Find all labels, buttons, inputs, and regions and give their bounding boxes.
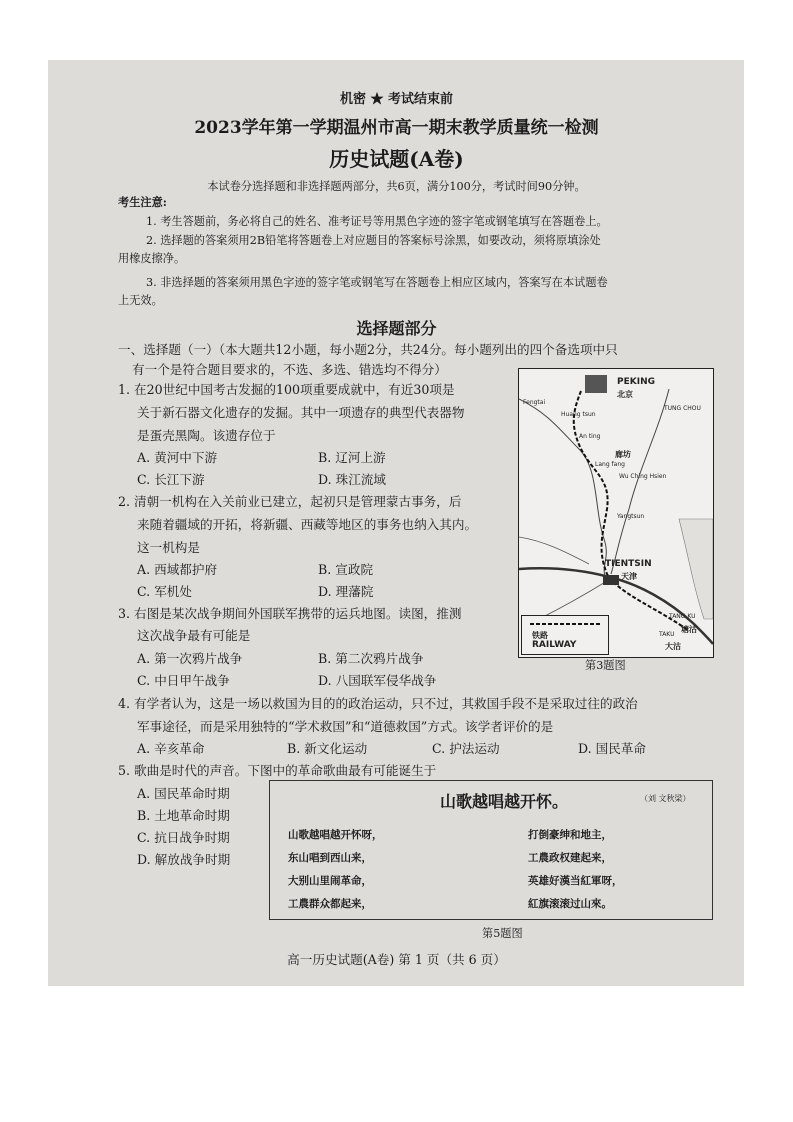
secret-label: 机密 ★ 考试结束前 (339, 92, 454, 107)
q5-option-c[interactable]: C. 抗日战争时期 (137, 830, 230, 845)
section-intro-cont: 有一个是符合题目要求的，不选、多选、错选均不得分） (132, 362, 447, 377)
river-line (539, 581, 607, 619)
q2-option-d[interactable]: D. 理藩院 (318, 584, 374, 599)
q1-option-d[interactable]: D. 珠江流域 (318, 472, 387, 487)
q2-stem-3: 这一机构是 (137, 540, 200, 555)
q2-option-c[interactable]: C. 军机处 (137, 584, 192, 599)
q1-stem-2: 关于新石器文化遗存的发掘。其中一项遗存的典型代表器物 (137, 405, 465, 420)
map-label-tungchou: TUNG CHOU (664, 405, 701, 412)
coast-area (679, 519, 713, 619)
q5-option-d[interactable]: D. 解放战争时期 (137, 852, 231, 867)
song-author: （刘 文秋梁） (640, 794, 691, 803)
song-left-line-3: 大别山里闹革命， (288, 875, 372, 887)
paper-subtitle: 历史试题(A卷) (329, 147, 464, 171)
q1-stem: 1. 在20世纪中国考古发掘的100项重要成就中，有近30项是 (118, 382, 455, 397)
song-right-line-1: 打倒豪绅和地主， (528, 829, 612, 841)
q5-caption: 第5题图 (482, 927, 523, 940)
q5-option-a[interactable]: A. 国民革命时期 (137, 786, 230, 801)
river-line (611, 389, 669, 574)
q1-option-b[interactable]: B. 辽河上游 (318, 450, 386, 465)
notice-item-3-cont: 上无效。 (118, 294, 163, 307)
q3-stem: 3. 右图是某次战争期间外国联军携带的运兵地图。读图，推测 (118, 606, 462, 621)
river-line (519, 399, 607, 579)
notice-item-3: 3. 非选择题的答案须用黑色字迹的签字笔或钢笔写在答题卷上相应区域内，答案写在本试题卷 (146, 276, 608, 289)
song-left-line-2: 东山唱到西山来， (288, 852, 372, 864)
page-footer: 高一历史试题(A卷) 第 1 页（共 6 页） (287, 952, 506, 967)
q5-song-box (269, 780, 713, 920)
river-line (519, 537, 589, 564)
q1-stem-3: 是蛋壳黑陶。该遗存位于 (137, 428, 276, 443)
map-label-tangku: TANG KU (669, 613, 696, 620)
q2-stem-2: 来随着疆域的开拓，将新疆、西藏等地区的事务也纳入其内。 (137, 517, 478, 532)
song-right-line-3: 英雄好漢当紅軍呀， (528, 875, 623, 887)
song-right-line-2: 工農政权建起来， (528, 852, 612, 864)
notice-item-2: 2. 选择题的答案须用2B铅笔将答题卷上对应题目的答案标号涂黑，如要改动，须将原填涂处 (146, 234, 601, 247)
song-right-line-4: 紅旗滚滚过山來。 (528, 898, 612, 910)
section-intro: 一、选择题（一）（本大题共12小题，每小题2分，共24分。每小题列出的四个备选项中只 (118, 342, 618, 357)
railway-line (574, 391, 689, 631)
song-left-line-1: 山歌越唱越开怀呀， (288, 829, 383, 841)
q4-option-b[interactable]: B. 新文化运动 (287, 741, 368, 756)
notice-item-1: 1. 考生答题前，务必将自己的姓名、准考证号等用黑色字迹的签字笔或钢笔填写在答题卷上。 (146, 215, 608, 228)
map-label-wuching: Wu Ching Hsien (619, 473, 667, 480)
section-title: 选择题部分 (356, 319, 437, 338)
legend-railway-cn: 铁路 (532, 631, 548, 640)
q2-stem: 2. 清朝一机构在入关前业已建立，起初只是管理蒙古事务，后 (118, 494, 462, 509)
q2-option-a[interactable]: A. 西域都护府 (137, 562, 218, 577)
map-label-yangtsun: Yangtsun (617, 513, 645, 520)
q4-stem: 4. 有学者认为，这是一场以救国为目的的政治运动，只不过，其救国手段不是采取过往的政治 (118, 696, 638, 711)
peking-city (585, 375, 607, 393)
exam-title: 2023学年第一学期温州市高一期末教学质量统一检测 (194, 118, 599, 138)
q5-option-b[interactable]: B. 土地革命时期 (137, 808, 230, 823)
q3-option-d[interactable]: D. 八国联军侵华战争 (318, 673, 437, 688)
q3-stem-2: 这次战争最有可能是 (137, 628, 251, 643)
tientsin-city (603, 575, 619, 585)
q4-stem-2: 军事途径，而是采用独特的“学术救国”和“道德救国”方式。该学者评价的是 (137, 719, 554, 734)
q3-option-a[interactable]: A. 第一次鸦片战争 (137, 651, 243, 666)
map-legend (521, 615, 609, 655)
q4-option-c[interactable]: C. 护法运动 (432, 741, 500, 756)
q5-stem: 5. 歌曲是时代的声音。下图中的革命歌曲最有可能诞生于 (118, 763, 437, 778)
map-label-langfang-en: Lang fang (595, 461, 625, 468)
legend-railway-en: RAILWAY (532, 640, 577, 650)
legend-railway-symbol (522, 618, 608, 630)
q1-option-a[interactable]: A. 黄河中下游 (137, 450, 218, 465)
map-label-tianjin: 天津 (621, 572, 637, 581)
song-title: 山歌越唱越开怀。 (440, 792, 569, 811)
q1-option-c[interactable]: C. 长江下游 (137, 472, 205, 487)
map-label-dagu: 大沽 (665, 642, 681, 651)
map-label-tientsin: TIENTSIN (605, 559, 652, 569)
q3-caption: 第3题图 (585, 659, 626, 672)
map-label-peking: PEKING (617, 377, 655, 387)
map-label-taku: TAKU (659, 631, 675, 638)
song-left-line-4: 工農群众都起来， (288, 898, 372, 910)
q2-option-b[interactable]: B. 宣政院 (318, 562, 374, 577)
map-label-huangtsun: Huang tsun (561, 411, 596, 418)
notice-item-2-cont: 用橡皮擦净。 (118, 252, 186, 265)
q3-option-b[interactable]: B. 第二次鸦片战争 (318, 651, 424, 666)
map-label-tanggu: 塘沽 (681, 625, 697, 634)
q4-option-a[interactable]: A. 辛亥革命 (137, 741, 205, 756)
map-label-fengtai: Fengtai (523, 399, 546, 406)
exam-intro: 本试卷分选择题和非选择题两部分，共6页，满分100分，考试时间90分钟。 (207, 180, 586, 193)
map-label-beijing: 北京 (617, 390, 633, 399)
q3-railway-map (518, 368, 714, 658)
notice-heading: 考生注意: (118, 195, 167, 209)
q4-option-d[interactable]: D. 国民革命 (578, 741, 647, 756)
map-label-anting: An ting (579, 433, 601, 440)
map-label-langfang: 廊坊 (615, 450, 631, 459)
q3-option-c[interactable]: C. 中日甲午战争 (137, 673, 230, 688)
